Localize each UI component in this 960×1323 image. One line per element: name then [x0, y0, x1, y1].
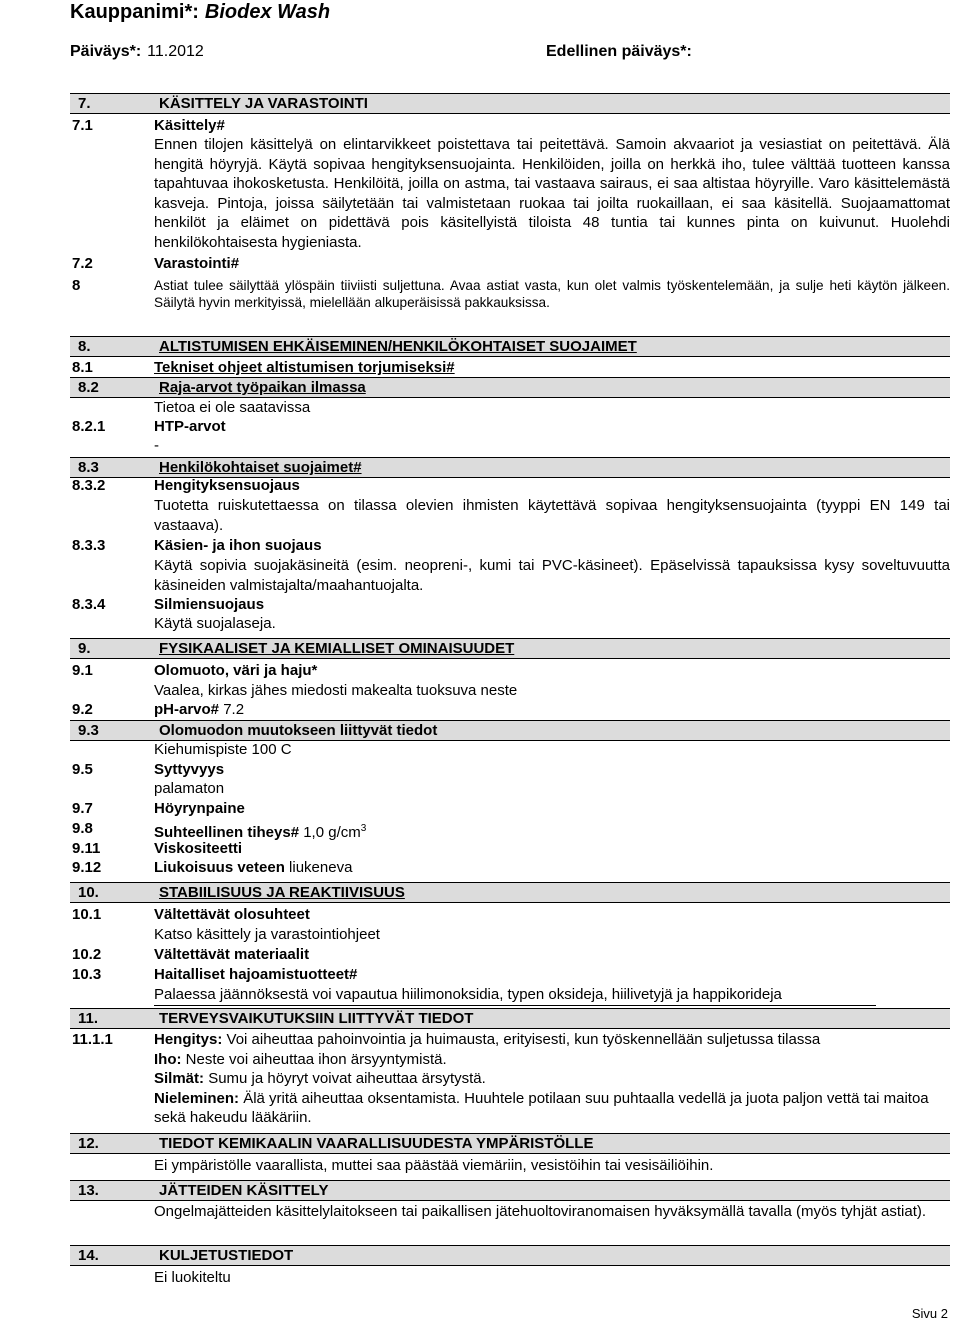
subsection-7-2: 7.2 Varastointi#	[72, 255, 240, 272]
section-11-header: 11. TERVEYSVAIKUTUKSIIN LIITTYVÄT TIEDOT	[70, 1008, 950, 1029]
respiratory-text: Tuotetta ruiskutettaessa on tilassa olevien ihmisten käytettävä sopivaa hengityksensuojainta (tyyppi EN 149 tai vastaava).	[154, 497, 950, 534]
subsection-10-3: 10.3 Haitalliset hajoamistuotteet#	[72, 966, 358, 983]
subsection-8-2: 8.2 Raja-arvot työpaikan ilmassa	[70, 377, 950, 398]
subsection-8-3-3: 8.3.3 Käsien- ja ihon suojaus	[72, 537, 322, 554]
subsection-8-3-4: 8.3.4 Silmiensuojaus	[72, 596, 265, 613]
flammability-text: palamaton	[154, 780, 225, 797]
section-9-header: 9. FYSIKAALISET JA KEMIALLISET OMINAISUUDET	[70, 638, 950, 659]
handling-text: Ennen tilojen käsittelyä on elintarvikkeet poistettava tai peitettävä. Samoin akvaariot ja vesiastiat on peitettävä. Älä hengitä höyryjä. Käytä sopivaa hengityksensuojainta. Henkilöiden, joilla on herkkä iho, tulee välttää tuotteen kanssa tapahtuvaa ihokosketusta. Henkilöitä, joilla on astma, tai vastaava sairaus, ei saa altistaa höyryille. Varo käsittelemästä kasveja. Pintoja, joissa säilytetään tai valmistetaan ruokaa tai joilta ruokaillaan, ei saa käsitellä. Suojaamattomat henkilöt ja eläimet on pidettävä pois käsitellyistä tiloista 48 tuntia tai kunnes pinta on kuivunut. Huolehdi henkilökohtaisesta hygieniasta.	[154, 136, 950, 251]
htp-text: -	[154, 437, 159, 454]
date-header	[70, 43, 204, 61]
subsection-9-12: 9.12 Liukoisuus veteen liukeneva	[72, 859, 353, 876]
date-label: Päiväys*:	[70, 43, 142, 60]
subsection-8-3-2: 8.3.2 Hengityksensuojaus	[72, 477, 300, 494]
appearance-text: Vaalea, kirkas jähes miedosti makealta tuoksuva neste	[154, 682, 518, 699]
subsection-10-2: 10.2 Vältettävät materiaalit	[72, 946, 310, 963]
subsection-10-1: 10.1 Vältettävät olosuhteet	[72, 906, 310, 923]
date-value: 11.2012	[147, 43, 204, 60]
section-10-header: 10. STABIILISUUS JA REAKTIIVISUUS	[70, 882, 950, 903]
section-7-header	[70, 93, 950, 114]
disposal-text: Ongelmajätteiden käsittelylaitokseen tai paikallisen jätehuoltoviranomaisen hyväksymällä tavalla (myös tyhjät astiat).	[154, 1203, 927, 1220]
eye-protection-text: Käytä suojalaseja.	[154, 615, 276, 632]
section-title: KÄSITTELY JA VARASTOINTI	[159, 95, 368, 112]
subsection-9-7: 9.7 Höyrynpaine	[72, 800, 245, 817]
side-number: 8	[72, 277, 81, 294]
section-8-header: 8. ALTISTUMISEN EHKÄISEMINEN/HENKILÖKOHTAISET SUOJAIMET	[70, 336, 950, 357]
conditions-text: Katso käsittely ja varastointiohjeet	[154, 926, 380, 943]
subsection-9-5: 9.5 Syttyvyys	[72, 761, 225, 778]
section-14-header: 14. KULJETUSTIEDOT	[70, 1245, 950, 1266]
subsection-9-8: 9.8 Suhteellinen tiheys# 1,0 $g/cm^3$	[72, 820, 367, 841]
product-label: Kauppanimi*:	[70, 1, 199, 23]
previous-date-label: Edellinen päiväys*:	[546, 43, 692, 60]
subsection-11-1-1: 11.1.1	[72, 1031, 113, 1048]
decomposition-text: Palaessa jäännöksestä voi vapautua hiilimonoksidia, typen oksideja, hiilivetyjä ja happikorideja	[154, 985, 876, 1006]
boiling-point-text: Kiehumispiste 100 C	[154, 741, 292, 758]
product-header	[70, 1, 330, 24]
storage-text: Astiat tulee säilyttää ylöspäin tiiviisti suljettuna. Avaa astiat vasta, kun olet valmis työskentelemään, ja sulje heti käytön jälkeen. Säilytä hyvin merkityissä, mielellään alkuperäisissä pakkauksissa.	[154, 278, 950, 310]
section-number: 7.	[78, 95, 91, 112]
subsection-9-3: 9.3 Olomuodon muutokseen liittyvät tiedot	[70, 720, 950, 741]
subsection-9-11: 9.11 Viskositeetti	[72, 840, 243, 857]
section-13-header: 13. JÄTTEIDEN KÄSITTELY	[70, 1180, 950, 1201]
hand-protection-text: Käytä sopivia suojakäsineitä (esim. neopreni-, kumi tai PVC-käsineet). Epäselvissä tapauksissa kysy soveltuvuutta käsineiden valmistajalta/maahantuojalta.	[154, 557, 950, 594]
subsection-9-1: 9.1 Olomuoto, väri ja haju*	[72, 662, 318, 679]
subsection-8-1: 8.1 Tekniset ohjeet altistumisen torjumiseksi#	[72, 359, 455, 376]
limit-values-text: Tietoa ei ole saatavissa	[154, 399, 311, 416]
subsection-8-3: 8.3 Henkilökohtaiset suojaimet#	[70, 457, 950, 478]
subsection-8-2-1: 8.2.1 HTP-arvot	[72, 418, 226, 435]
subsection-9-2: 9.2 pH-arvo# 7.2	[72, 701, 245, 718]
page-number: Sivu 2	[911, 1306, 948, 1321]
subsection-7-1: 7.1 Käsittely#	[72, 117, 225, 134]
health-effects-text: Hengitys: Voi aiheuttaa pahoinvointia ja huimausta, erityisesti, kun työskennellään suljetussa tilassa Iho: Neste voi aiheuttaa ihon ärsyyntymistä. Silmät: Sumu ja höyryt voivat aiheuttaa ärsytystä. Nieleminen: Älä yritä aiheuttaa oksentamista. Huuhtele potilaan suu puhtaalla vedellä ja juota paljon vettä tai maitoa sekä hakeudu lääkäriin.	[154, 1031, 929, 1127]
environment-text: Ei ympäristölle vaarallista, muttei saa päästää viemäriin, vesistöihin tai vesisäiliöihin.	[154, 1157, 714, 1174]
transport-text: Ei luokiteltu	[154, 1269, 231, 1286]
section-12-header: 12. TIEDOT KEMIKAALIN VAARALLISUUDESTA YMPÄRISTÖLLE	[70, 1133, 950, 1154]
product-name: Biodex Wash	[204, 1, 331, 23]
